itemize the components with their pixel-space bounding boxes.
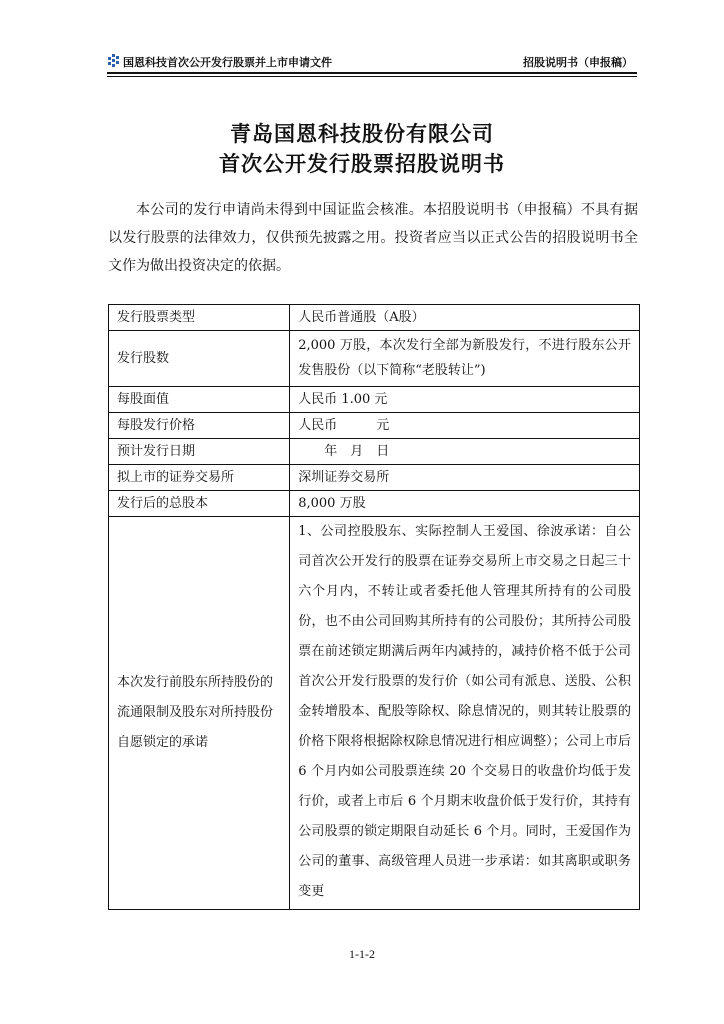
intro-paragraph: 本公司的发行申请尚未得到中国证监会核准。本招股说明书（申报稿）不具有据以发行股票的法律效力，仅供预先披露之用。投资者应当以正式公告的招股说明书全文作为做出投资决定的依据。 (108, 202, 638, 274)
table-row (109, 491, 640, 517)
row-label: 每股发行价格 (109, 413, 290, 439)
row-label: 发行股数 (109, 331, 290, 387)
row-label: 预计发行日期 (109, 439, 290, 465)
row-value: 1、公司控股股东、实际控制人王爱国、徐波承诺：自公司首次公开发行的股票在证券交易所上市交易之日起三十六个月内，不转让或者委托他人管理其所持有的公司股份，也不由公司回购其所持有的公司股份；其所持公司股票在前述锁定期满后两年内减持的，减持价格不低于公司首次公开发行股票的发行价（如公司有派息、送股、公积金转增股本、配股等除权、除息情况的，则其转让股票的价格下限将根据除权除息情况进行相应调整）；公司上市后 6 个月内如公司股票连续 20 个交易日的收盘价均低于发行价，或者上市后 6 个月期末收盘价低于发行价，其持有公司股票的锁定期限自动延长 6 个月。同时，王爱国作为公司的董事、高级管理人员进一步承诺：如其离职或职务变更 (290, 517, 640, 910)
table-row (109, 413, 640, 439)
table-row (109, 465, 640, 491)
page-number: 1-1-2 (349, 947, 375, 961)
row-value: 8,000 万股 (290, 491, 640, 517)
row-label: 本次发行前股东所持股份的流通限制及股东对所持股份自愿锁定的承诺 (109, 517, 290, 910)
row-label: 发行后的总股本 (109, 491, 290, 517)
company-title: 青岛国恩科技股份有限公司 (230, 122, 494, 146)
row-value: 人民币普通股（A股） (290, 305, 640, 331)
table-row (109, 305, 640, 331)
row-value: 人民币 元 (290, 413, 640, 439)
page-header (107, 52, 637, 72)
row-label: 拟上市的证券交易所 (109, 465, 290, 491)
company-logo-icon (107, 54, 121, 68)
header-rule (107, 72, 637, 74)
row-value: 2,000 万股，本次发行全部为新股发行，不进行股东公开发售股份（以下简称“老股转让”) (290, 331, 640, 387)
header-rule-thin (107, 76, 637, 77)
header-document-name: 国恩科技首次公开发行股票并上市申请文件 (123, 56, 332, 69)
header-document-type: 招股说明书（申报稿） (523, 56, 633, 69)
table-row (109, 517, 640, 910)
row-label: 发行股票类型 (109, 305, 290, 331)
table-row (109, 439, 640, 465)
row-value: 人民币 1.00 元 (290, 387, 640, 413)
row-value: 年 月 日 (290, 439, 640, 465)
offering-info-table (108, 304, 640, 910)
row-value: 深圳证券交易所 (290, 465, 640, 491)
table-row (109, 387, 640, 413)
document-title: 首次公开发行股票招股说明书 (219, 152, 505, 176)
row-label: 每股面值 (109, 387, 290, 413)
table-row (109, 331, 640, 387)
